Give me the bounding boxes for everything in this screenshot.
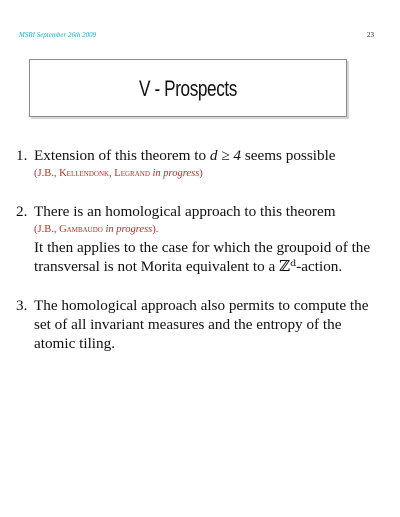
slide-header: [19, 31, 374, 43]
reference-authors: Kellendonk, Legrand: [59, 168, 150, 179]
reference-prefix: (J.B.,: [34, 168, 60, 179]
list-item: [16, 146, 376, 182]
item-math: d ≥ 4: [209, 147, 242, 164]
list-item: [16, 202, 376, 276]
item-reference: [34, 222, 376, 238]
title-box: [29, 59, 347, 117]
prospects-list: [16, 146, 376, 373]
item-reference: [34, 166, 376, 182]
page-number: 23: [367, 31, 374, 39]
item-number: 1.: [16, 147, 28, 164]
item-text: Extension of this theorem to: [34, 147, 210, 164]
conference-label: MSRI September 26th 2009: [19, 31, 97, 39]
item-number: 3.: [16, 297, 28, 314]
item-text: There is an homological approach to this theorem: [34, 203, 336, 220]
item-text: The homological approach also permits to compute the set of all invariant measures and the entropy of the atomic tiling.: [34, 297, 369, 352]
item-math: ℤᵈ: [279, 257, 297, 275]
item-body: [34, 296, 376, 353]
item-number: 2.: [16, 203, 28, 220]
slide-title: V - Prospects: [139, 76, 237, 101]
reference-authors: Gambaudo: [59, 224, 103, 235]
item-text: seems possible: [241, 147, 336, 164]
reference-status: in progress: [102, 224, 153, 235]
reference-suffix: ): [199, 168, 203, 179]
item-body: [34, 146, 376, 182]
reference-prefix: (J.B.,: [34, 224, 60, 235]
reference-status: in progress: [149, 168, 200, 179]
list-item: [16, 296, 376, 353]
item-body: [34, 202, 376, 276]
item-text: It then applies to the case for which the groupoid of the transversal is not Morita equivalent to a: [34, 239, 371, 275]
reference-suffix: ).: [152, 224, 159, 235]
item-text: -action.: [296, 258, 343, 275]
